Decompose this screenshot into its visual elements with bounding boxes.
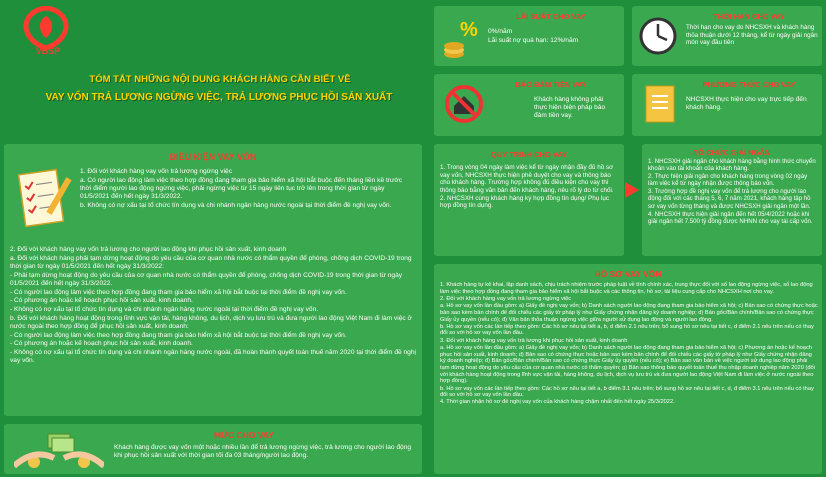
ho-so-line-7: b. Hồ sơ vay vốn các lần tiếp theo gồm: Các hồ sơ nêu tại tiết a, b điểm 3.1 nêu trên; bổ sung hồ sơ nêu tại tiết c, d, đ điểm 3.1 nêu trên nếu có thay đổi so với hồ sơ vay vốn lần đầu. xyxy=(440,385,814,399)
money-hands-icon xyxy=(14,428,104,472)
ho-so-line-4: b. Hồ sơ vay vốn các lần tiếp theo gồm: Các hồ sơ nêu tại tiết a, b, d điểm 2.1 nêu trên; bổ sung hồ sơ nêu tại tiết c, d điểm 2.1 nêu trên nếu có thay đổi so với hồ sơ vay vốn lần đầu. xyxy=(440,323,814,337)
thoi-han-panel xyxy=(632,6,822,66)
lai-suat-line-2: Lãi suất nợ quá hạn: 12%/năm xyxy=(488,36,579,44)
ho-so-line-8: 4. Thời gian nhận hồ sơ đề nghị vay vốn của khách hàng chậm nhất đến hết ngày 25/3/2022. xyxy=(440,399,675,406)
ho-so-line-1: 1. Khách hàng tự kê khai, lập danh sách, chịu trách nhiệm trước pháp luật về tính chính xác, trung thực đối với số lao động ngừng việc, số lao động làm việc theo hợp đồng đang tham gia bảo hiểm xã hội bắt buộc và các thông tin, hồ sơ, tài liệu cung cấp cho NHCSXH nơi cho vay. xyxy=(440,282,813,295)
dieu-kien-line-6: - Phải tạm dừng hoạt động do yêu cầu của cơ quan nhà nước có thẩm quyền để phòng, chống dịch COVID-19 trong thời gian từ ngày 01/5/2021 đến hết ngày 31/3/2022. xyxy=(10,271,403,287)
phuong-thuc-text: NHCSXH thực hiện cho vay trực tiếp đến khách hàng. xyxy=(686,96,807,112)
dieu-kien-line-3: b. Không có nợ xấu tại tổ chức tín dụng và chi nhánh ngân hàng nước ngoài tại thời điểm đề nghị vay vốn. xyxy=(80,201,392,209)
checklist-icon xyxy=(16,166,74,230)
dieu-kien-line-8: - Có phương án hoặc kế hoạch phục hồi sản xuất, kinh doanh. xyxy=(10,297,193,305)
logo-text: VBSP xyxy=(35,46,61,56)
dieu-kien-line-4: 2. Đối với khách hàng vay vốn trả lương cho người lao động khi phục hồi sản xuất, kinh doanh xyxy=(10,246,287,253)
muc-cho-vay-title: MỨC CHO VAY xyxy=(214,430,274,440)
giai-ngan-panel xyxy=(642,144,822,256)
main-title-line2: VAY VỐN TRẢ LƯƠNG NGỪNG VIỆC, TRẢ LƯƠNG PHỤC HỒI SẢN XUẤT xyxy=(45,92,393,103)
svg-text:%: % xyxy=(460,19,478,41)
dieu-kien-line-9: - Không có nợ xấu tại tổ chức tín dụng và chi nhánh ngân hàng nước ngoài tại thời điểm đề nghị vay vốn. xyxy=(10,305,319,313)
dieu-kien-line-7: - Có người lao động làm việc theo hợp đồng đang tham gia bảo hiểm xã hội bắt buộc tại thời điểm đề nghị vay vốn. xyxy=(10,288,347,296)
ho-so-line-2: 2. Đối với khách hàng vay vốn trả lương ngừng việc xyxy=(440,295,572,302)
quy-trinh-panel xyxy=(434,144,624,256)
lai-suat-panel xyxy=(434,6,624,66)
giai-ngan-title: TỔ CHỨC GIẢI NGÂN xyxy=(693,148,771,157)
ho-so-line-6: a. Hồ sơ vay vốn lần đầu gồm: a) Giấy đề nghị vay vốn; b) Danh sách người lao động đang tham gia bảo hiểm xã hội; c) Phương án hoặc kế hoạch phục hồi sản xuất, kinh doanh; d) Bản sao có chứng thực hoặc bản sao kèm bản chính để đối chiếu các giấy tờ pháp lý như Giấy chứng nhận đăng ký doanh nghiệp; đ) Bản gốc/Bản chính/Bản sao có chứng thực Giấy ủy quyền (nếu có); e) Bản sao văn bản về việc người sử dụng lao động phải tạm dừng hoạt động do yêu cầu của cơ quan nhà nước có thẩm quyền; g) Bản sao thông báo quyết toán thuế thu nhập doanh nghiệp năm 2020 (đối với khách hàng hoạt động trong lĩnh vực vận tải, hàng không, du lịch, dịch vụ lưu trú và đưa người lao động Việt Nam đi làm việc ở nước ngoài theo hợp đồng). xyxy=(440,344,815,385)
giai-ngan-line-3: 3. Trường hợp đề nghị vay vốn để trả lương cho người lao động đối với các tháng 5, 6, 7 năm 2021, khách hàng tập hồ sơ vay vốn từng tháng và được NHCSXH giải ngân một lần. xyxy=(648,188,811,210)
muc-cho-vay-text: Khách hàng được vay vốn một hoặc nhiều lần để trả lương ngừng việc, trả lương cho người lao động khi phục hồi sản xuất với thời gian tối đa 03 tháng/người lao động. xyxy=(114,444,412,460)
dieu-kien-line-13: - Không có nợ xấu tại tổ chức tín dụng và chi nhánh ngân hàng nước ngoài, đã hoàn thành quyết toán thuế năm 2020 tại thời điểm đề nghị vay vốn. xyxy=(10,348,416,365)
giai-ngan-line-4: 4. NHCSXH thực hiện giải ngân đến hết 05/4/2022 hoặc khi giải ngân hết 7.500 tỷ đồng được NHNN cho vay tái cấp vốn. xyxy=(648,210,813,225)
quy-trinh-text-1: 1. Trong vòng 04 ngày làm việc kể từ ngày nhận đầy đủ hồ sơ vay vốn, NHCSXH thực hiện phê duyệt cho vay và thông báo cho khách hàng. Trường hợp không đủ điều kiện cho vay thì thông báo bằng văn bản đến khách hàng, nêu rõ lý do từ chối. xyxy=(440,164,614,194)
lai-suat-title: LÃI SUẤT CHO VAY xyxy=(516,12,586,21)
thoi-han-title: THỜI HẠN CHO VAY xyxy=(713,12,785,21)
ho-so-line-5: 3. Đối với khách hàng vay vốn trả lương khi phục hồi sản xuất, kinh doanh xyxy=(440,337,628,344)
bao-dam-title: BẢO ĐẢM TIỀN VAY xyxy=(515,80,587,89)
bao-dam-text: Khách hàng không phải thực hiện biện pháp bảo đảm tiền vay. xyxy=(534,96,606,120)
main-title-line1: TÓM TẮT NHỮNG NỘI DUNG KHÁCH HÀNG CẦN BIẾT VỀ xyxy=(89,74,351,85)
dieu-kien-line-2: a. Có người lao động làm việc theo hợp đồng đang tham gia bảo hiểm xã hội bắt buộc đến tháng liền kề trước thời điểm người lao động ngừng việc, phải ngừng việc từ 15 ngày liên tục trở lên trong thời gian từ ngày 01/5/2021 đến hết ngày 31/3/2022. xyxy=(80,176,403,201)
muc-cho-vay-panel xyxy=(4,424,422,474)
no-house-icon xyxy=(444,84,484,126)
thoi-han-text: Thời hạn cho vay do NHCSXH và khách hàng thỏa thuận dưới 12 tháng, kể từ ngày giải ngân món vay đầu tiên xyxy=(686,24,818,47)
quy-trinh-text-2: 2. NHCSXH cùng khách hàng ký hợp đồng tín dụng/ Phụ lục hợp đồng tín dụng. xyxy=(440,194,610,210)
giai-ngan-line-2: 2. Thực hiện giải ngân cho khách hàng trong vòng 02 ngày làm việc kể từ ngày nhận được thông báo vốn. xyxy=(648,173,808,188)
phuong-thuc-title: PHƯƠNG THỨC CHO VAY xyxy=(702,80,796,89)
dieu-kien-line-5: a. Đối với khách hàng phải tạm dừng hoạt động do yêu cầu của cơ quan nhà nước có thẩm quyền để phòng, chống dịch COVID-19 trong thời gian từ ngày 01/5/2021 đến hết ngày 31/3/2022: xyxy=(10,254,412,270)
ho-so-panel xyxy=(434,264,822,474)
phuong-thuc-panel xyxy=(632,74,822,136)
giai-ngan-line-1: 1. NHCSXH giải ngân cho khách hàng bằng hình thức chuyển khoản vào tài khoản của khách hàng. xyxy=(648,158,816,173)
lai-suat-line-1: 0%/năm xyxy=(488,28,513,35)
dieu-kien-panel xyxy=(4,144,422,416)
vbsp-logo xyxy=(16,6,76,58)
clock-icon xyxy=(638,16,678,56)
dieu-kien-line-12: - Có phương án hoặc kế hoạch phục hồi sản xuất, kinh doanh. xyxy=(10,340,193,348)
document-icon xyxy=(640,82,680,128)
dieu-kien-title: ĐIỀU KIỆN VAY VỐN xyxy=(169,152,257,162)
dieu-kien-line-11: - Có người lao động làm việc theo hợp đồng đang tham gia bảo hiểm xã hội bắt buộc tại thời điểm đề nghị vay vốn. xyxy=(10,331,347,339)
ho-so-line-3: a. Hồ sơ vay vốn lần đầu gồm: a) Giấy đề nghị vay vốn; b) Danh sách người lao động đang tham gia bảo hiểm xã hội; c) Bản sao có chứng thực hoặc bản sao kèm bản chính để đối chiếu các giấy tờ pháp lý như Giấy chứng nhận đăng ký doanh nghiệp; d) Bản gốc/Bản chính/Bản sao có chứng thực Giấy ủy quyền (nếu có); đ) Văn bản thỏa thuận ngừng việc giữa người sử dụng lao động và người lao động. xyxy=(440,303,818,323)
dieu-kien-line-1: 1. Đối với khách hàng vay vốn trả lương ngừng việc xyxy=(80,168,232,175)
quy-trinh-title: QUY TRÌNH CHO VAY xyxy=(490,150,568,159)
bao-dam-panel xyxy=(434,74,624,136)
arrow-right-icon xyxy=(625,182,639,198)
coins-icon xyxy=(440,14,480,60)
ho-so-title: HỒ SƠ VAY VỐN xyxy=(594,269,662,279)
dieu-kien-line-10: b. Đối với khách hàng hoạt động trong lĩnh vực vận tải, hàng không, du lịch, dịch vụ lưu trú và đưa người lao động Việt Nam đi làm việc ở nước ngoài theo hợp đồng để phục hồi sản xuất, kinh doanh: xyxy=(10,314,412,330)
